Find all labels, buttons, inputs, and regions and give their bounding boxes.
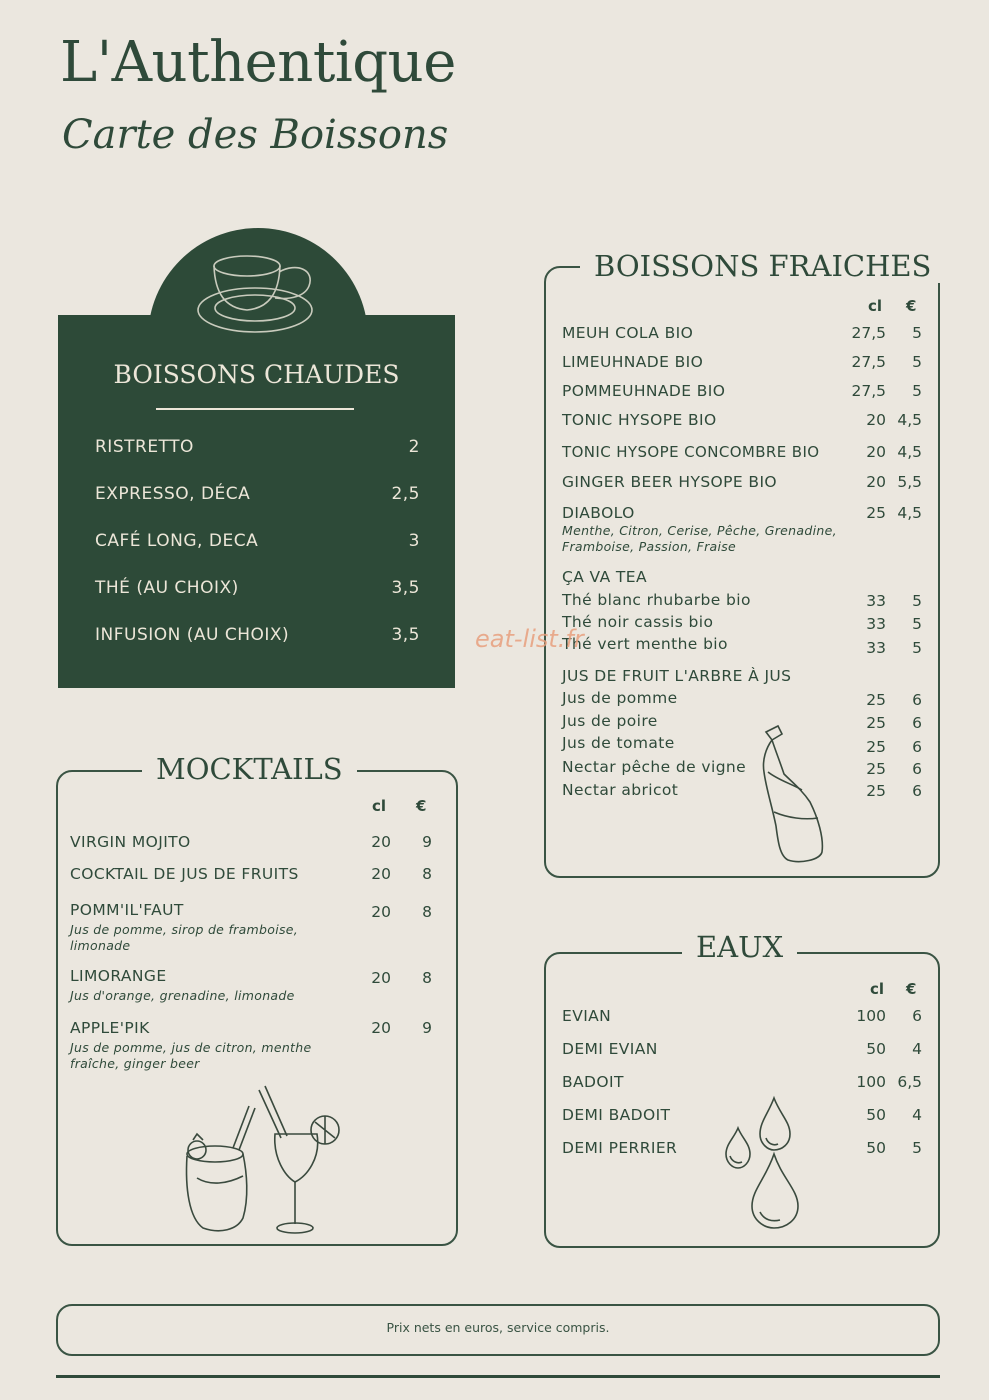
juice-cl: 25 bbox=[866, 691, 886, 709]
cold-item-cl: 20 bbox=[866, 473, 886, 491]
hot-title: BOISSONS CHAUDES bbox=[113, 360, 400, 389]
mocktail-cl: 20 bbox=[371, 969, 391, 987]
water-cl: 50 bbox=[866, 1040, 886, 1058]
mocktail-price: 8 bbox=[422, 969, 432, 987]
eaux-title: EAUX bbox=[682, 930, 797, 964]
hot-item-name: RISTRETTO bbox=[95, 437, 194, 457]
juice-price: 6 bbox=[912, 714, 922, 732]
cold-title: BOISSONS FRAICHES bbox=[580, 249, 945, 283]
mocktail-cl: 20 bbox=[371, 865, 391, 883]
hot-item bbox=[95, 578, 420, 598]
mocktails-title: MOCKTAILS bbox=[142, 752, 357, 786]
water-name: EVIAN bbox=[562, 1007, 612, 1025]
cold-item-cl: 25 bbox=[866, 504, 886, 522]
cold-item-price: 5,5 bbox=[897, 473, 922, 491]
cold-item-cl: 20 bbox=[866, 411, 886, 429]
cold-item-name: GINGER BEER HYSOPE BIO bbox=[562, 473, 778, 491]
juice-name: Jus de tomate bbox=[562, 734, 675, 752]
hot-item bbox=[95, 625, 420, 645]
hot-item-name: EXPRESSO, DÉCA bbox=[95, 484, 251, 504]
water-price: 6,5 bbox=[897, 1073, 922, 1091]
hot-item bbox=[95, 437, 420, 457]
juice-cl: 25 bbox=[866, 738, 886, 756]
tea-price: 5 bbox=[912, 615, 922, 633]
hot-item bbox=[95, 531, 420, 551]
water-price: 5 bbox=[912, 1139, 922, 1157]
cold-item-price: 5 bbox=[912, 382, 922, 400]
cold-col-eur: € bbox=[906, 297, 917, 315]
cold-item-cl: 27,5 bbox=[851, 353, 886, 371]
hot-item-price: 3,5 bbox=[391, 625, 420, 645]
tea-name: Thé vert menthe bio bbox=[562, 635, 728, 653]
juice-name: Nectar abricot bbox=[562, 781, 679, 799]
mocktails-col-eur: € bbox=[416, 797, 427, 815]
tea-name: Thé noir cassis bio bbox=[562, 613, 714, 631]
mocktails-col-cl: cl bbox=[372, 797, 387, 815]
mocktail-price: 9 bbox=[422, 833, 432, 851]
cold-item-price: 4,5 bbox=[897, 504, 922, 522]
juice-price: 6 bbox=[912, 782, 922, 800]
tea-cl: 33 bbox=[866, 615, 886, 633]
water-price: 4 bbox=[912, 1106, 922, 1124]
cold-item-name: TONIC HYSOPE BIO bbox=[562, 411, 717, 429]
juice-section-title: JUS DE FRUIT L'ARBRE À JUS bbox=[562, 667, 792, 685]
juice-cl: 25 bbox=[866, 782, 886, 800]
hot-item-price: 3 bbox=[408, 531, 420, 551]
mocktail-name: POMM'IL'FAUT bbox=[70, 901, 184, 919]
cold-item-name: TONIC HYSOPE CONCOMBRE BIO bbox=[562, 443, 820, 461]
cold-item-cl: 20 bbox=[866, 443, 886, 461]
tea-cl: 33 bbox=[866, 639, 886, 657]
water-name: DEMI BADOIT bbox=[562, 1106, 671, 1124]
eaux-col-eur: € bbox=[906, 980, 917, 998]
cold-item-price: 5 bbox=[912, 324, 922, 342]
mocktail-name: VIRGIN MOJITO bbox=[70, 833, 191, 851]
water-name: BADOIT bbox=[562, 1073, 624, 1091]
water-cl: 100 bbox=[856, 1007, 886, 1025]
hot-item-price: 2 bbox=[408, 437, 420, 457]
mocktail-cl: 20 bbox=[371, 903, 391, 921]
juice-cl: 25 bbox=[866, 760, 886, 778]
juice-price: 6 bbox=[912, 738, 922, 756]
cold-item-name: DIABOLO bbox=[562, 504, 635, 522]
water-name: DEMI EVIAN bbox=[562, 1040, 658, 1058]
cold-item-price: 5 bbox=[912, 353, 922, 371]
hot-item-price: 2,5 bbox=[391, 484, 420, 504]
mocktail-name: COCKTAIL DE JUS DE FRUITS bbox=[70, 865, 299, 883]
cold-item-price: 4,5 bbox=[897, 443, 922, 461]
juice-price: 6 bbox=[912, 691, 922, 709]
mocktail-desc: Jus de pomme, jus de citron, menthe fraîche, ginger beer bbox=[70, 1040, 312, 1071]
bottle-icon bbox=[758, 722, 833, 867]
juice-price: 6 bbox=[912, 760, 922, 778]
mocktail-price: 8 bbox=[422, 903, 432, 921]
cold-item-name: MEUH COLA BIO bbox=[562, 324, 694, 342]
cold-item-name: LIMEUHNADE BIO bbox=[562, 353, 704, 371]
hot-divider bbox=[156, 408, 354, 410]
footer-note: Prix nets en euros, service compris. bbox=[386, 1320, 610, 1335]
cold-item-price: 4,5 bbox=[897, 411, 922, 429]
tea-price: 5 bbox=[912, 592, 922, 610]
mocktail-cl: 20 bbox=[371, 1019, 391, 1037]
cocktail-glasses-icon bbox=[175, 1078, 350, 1238]
mocktail-cl: 20 bbox=[371, 833, 391, 851]
page-subtitle: Carte des Boissons bbox=[62, 112, 449, 158]
footer-divider bbox=[56, 1375, 940, 1378]
hot-item bbox=[95, 484, 420, 504]
juice-cl: 25 bbox=[866, 714, 886, 732]
water-drops-icon bbox=[722, 1094, 804, 1230]
mocktail-price: 9 bbox=[422, 1019, 432, 1037]
hot-item-name: INFUSION (AU CHOIX) bbox=[95, 625, 290, 645]
hot-item-name: CAFÉ LONG, DECA bbox=[95, 531, 259, 551]
juice-name: Jus de poire bbox=[562, 712, 658, 730]
cold-item-cl: 27,5 bbox=[851, 324, 886, 342]
tea-section-title: ÇA VA TEA bbox=[562, 568, 647, 586]
tea-name: Thé blanc rhubarbe bio bbox=[562, 591, 751, 609]
page-title: L'Authentique bbox=[60, 30, 456, 95]
water-price: 6 bbox=[912, 1007, 922, 1025]
mocktail-name: LIMORANGE bbox=[70, 967, 167, 985]
cold-col-cl: cl bbox=[868, 297, 883, 315]
hot-item-price: 3,5 bbox=[391, 578, 420, 598]
cold-item-cl: 27,5 bbox=[851, 382, 886, 400]
water-cl: 50 bbox=[866, 1106, 886, 1124]
cold-item-name: POMMEUHNADE BIO bbox=[562, 382, 726, 400]
eaux-col-cl: cl bbox=[870, 980, 885, 998]
tea-cl: 33 bbox=[866, 592, 886, 610]
water-cl: 50 bbox=[866, 1139, 886, 1157]
water-name: DEMI PERRIER bbox=[562, 1139, 678, 1157]
mocktail-desc: Jus d'orange, grenadine, limonade bbox=[70, 988, 295, 1003]
juice-name: Nectar pêche de vigne bbox=[562, 758, 747, 776]
coffee-cup-icon bbox=[195, 248, 325, 338]
mocktail-name: APPLE'PIK bbox=[70, 1019, 150, 1037]
diabolo-desc: Menthe, Citron, Cerise, Pêche, Grenadine, Framboise, Passion, Fraise bbox=[562, 523, 837, 554]
water-price: 4 bbox=[912, 1040, 922, 1058]
hot-item-name: THÉ (AU CHOIX) bbox=[95, 578, 239, 598]
tea-price: 5 bbox=[912, 639, 922, 657]
mocktail-desc: Jus de pomme, sirop de framboise, limonade bbox=[70, 922, 299, 953]
water-cl: 100 bbox=[856, 1073, 886, 1091]
watermark: eat-list.fr bbox=[475, 625, 584, 653]
mocktail-price: 8 bbox=[422, 865, 432, 883]
juice-name: Jus de pomme bbox=[562, 689, 678, 707]
